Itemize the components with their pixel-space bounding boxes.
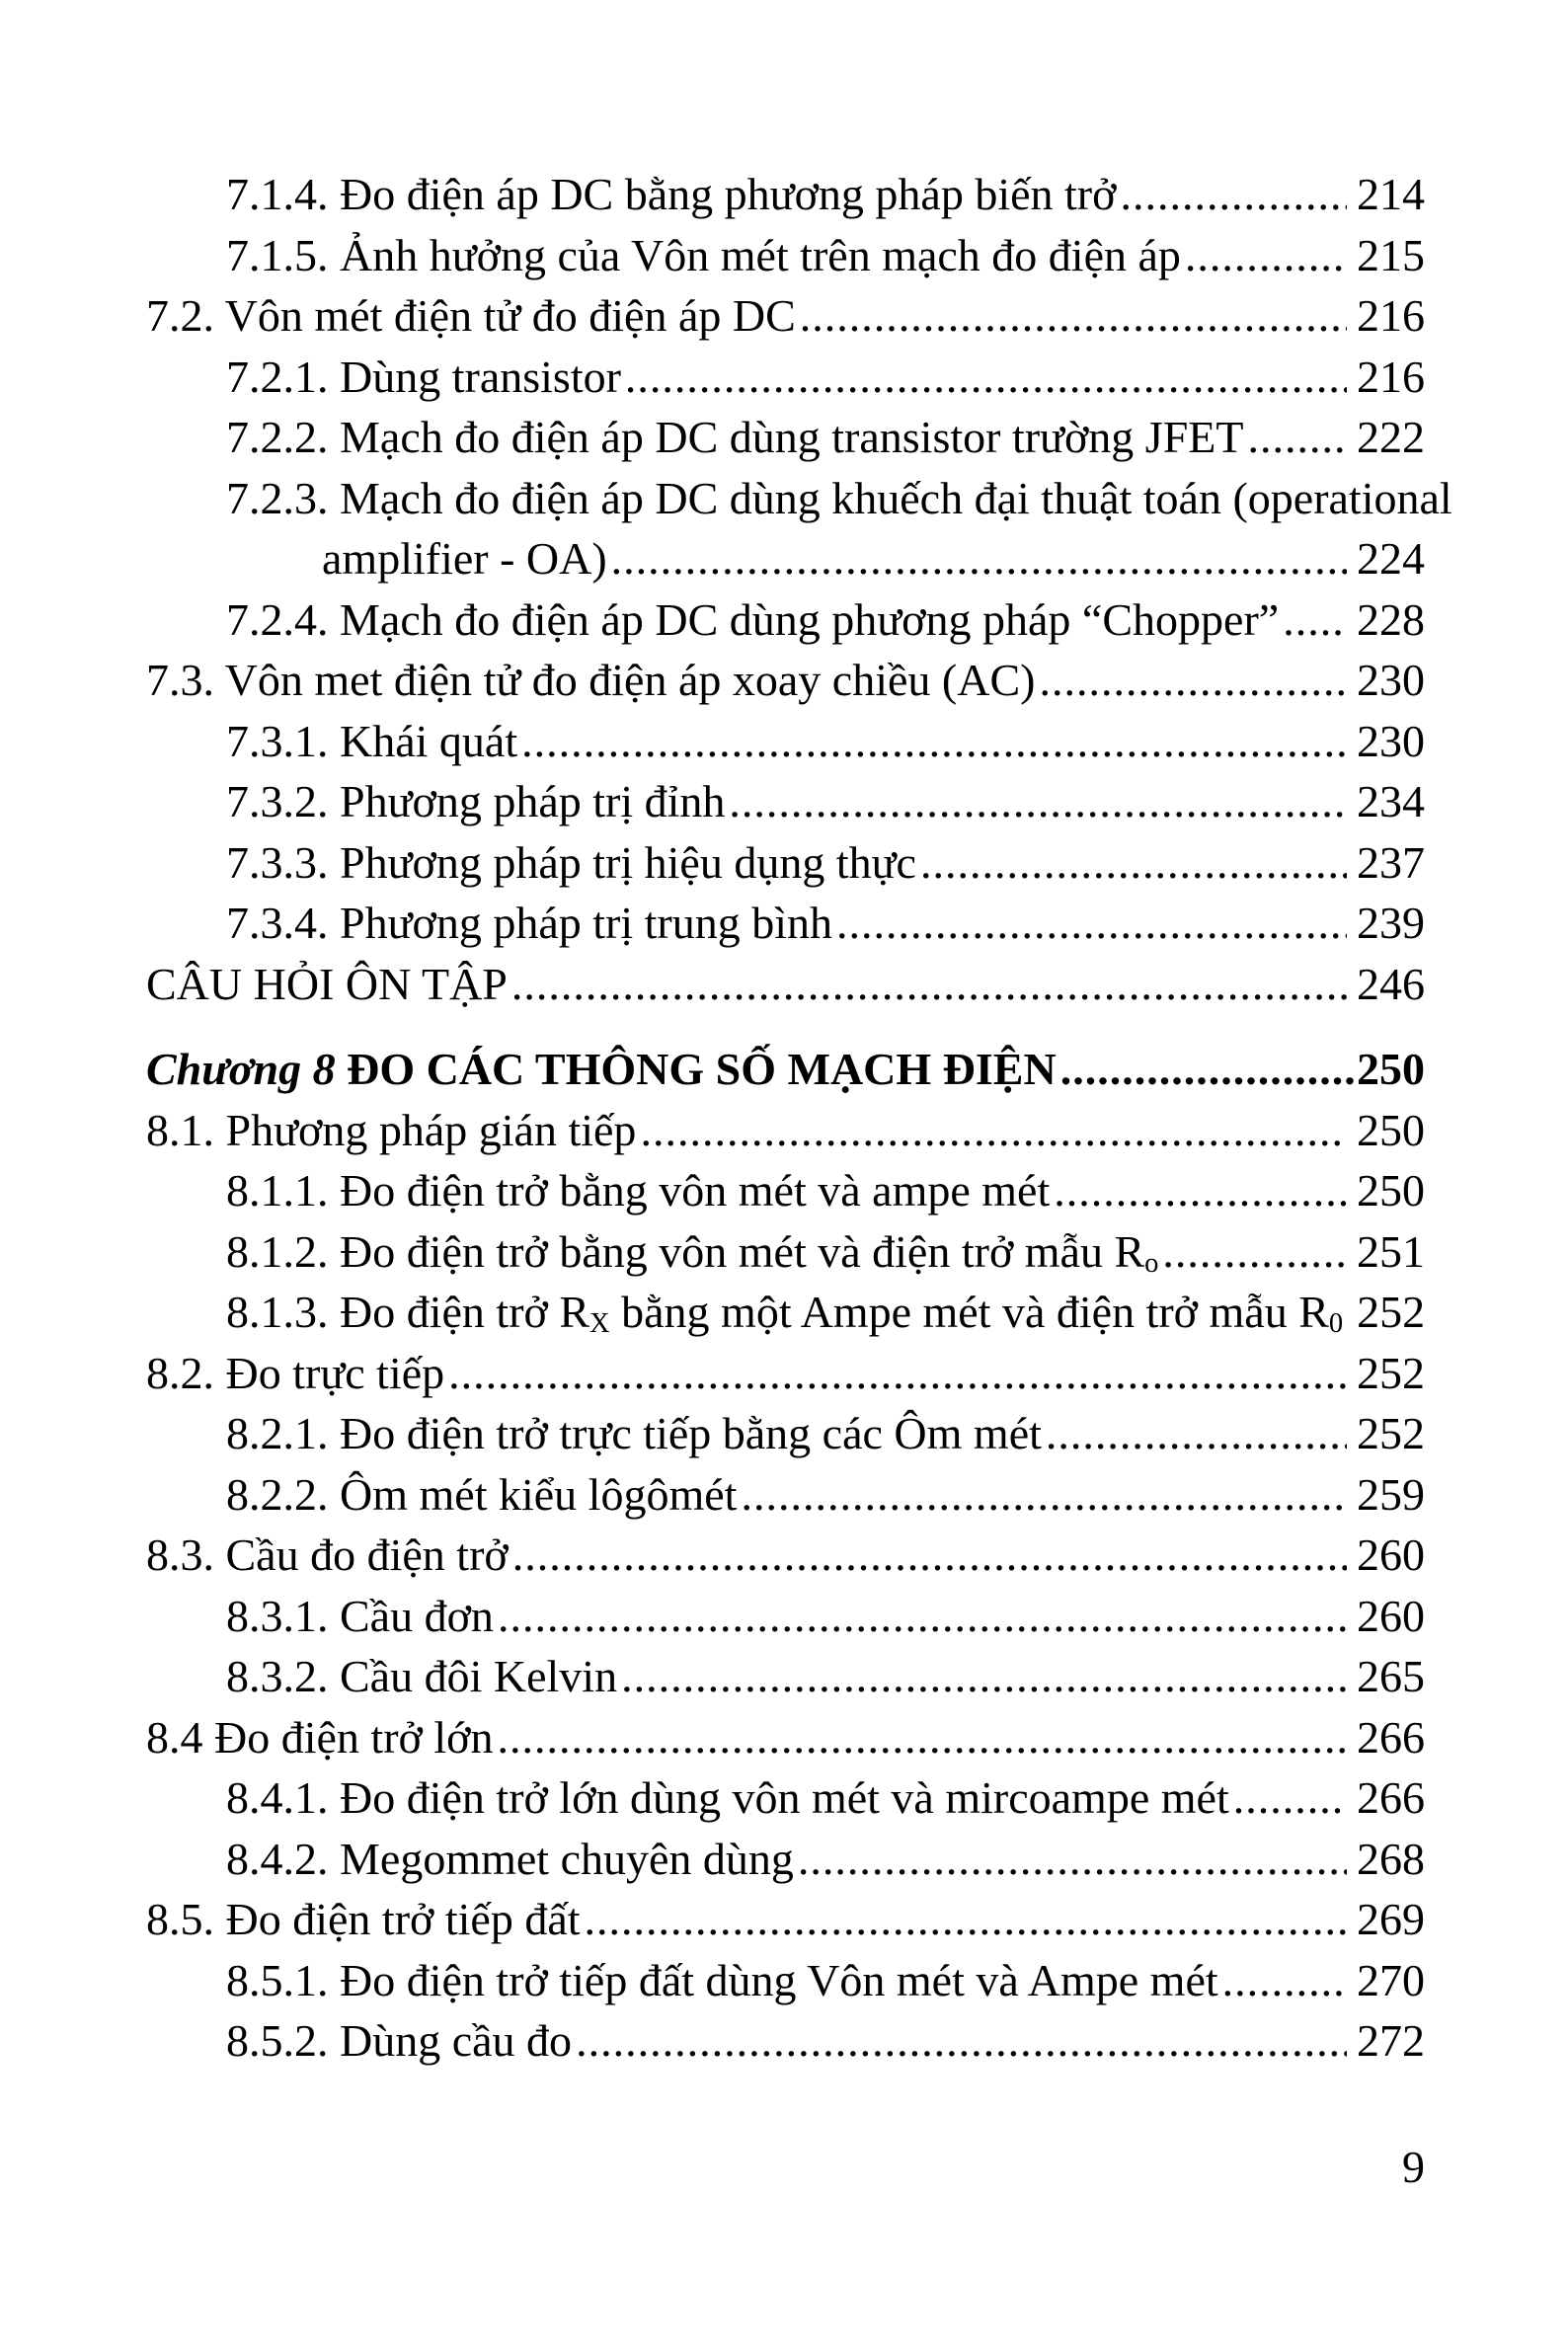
- dot-leader: [1185, 225, 1347, 286]
- page-number: 9: [1402, 2141, 1425, 2192]
- toc-entry-title: [146, 954, 508, 1015]
- toc-entry-page: 230: [1357, 655, 1425, 705]
- toc-entry-title-segment: 7.1.5. Ảnh hưởng của Vôn mét trên mạch đo điện áp: [226, 229, 1181, 280]
- dot-leader: [576, 2010, 1347, 2072]
- dot-leader: [640, 1100, 1347, 1161]
- toc-entry: [146, 771, 1425, 832]
- toc-entry: [146, 225, 1425, 286]
- toc-entry: [146, 893, 1425, 954]
- toc-entry-page: 216: [1357, 290, 1425, 341]
- toc-entry-page: 252: [1357, 1408, 1425, 1458]
- toc-entry-page: 246: [1357, 958, 1425, 1009]
- toc-entry-page: 234: [1357, 776, 1425, 826]
- toc-entry-title-segment: 7.3.2. Phương pháp trị đỉnh: [226, 776, 726, 826]
- toc-entry: [146, 1100, 1425, 1161]
- toc-entry-page: 239: [1357, 898, 1425, 948]
- toc-entry-page: 250: [1357, 1104, 1425, 1155]
- toc-entry-title-segment: 7.3.3. Phương pháp trị hiệu dụng thực: [226, 836, 916, 888]
- toc-entry-page: 252: [1357, 1287, 1426, 1337]
- toc-entry-title: [226, 711, 517, 772]
- dot-leader: [585, 1889, 1347, 1950]
- dot-leader: [798, 1829, 1347, 1890]
- toc-entry-title-segment: 7.2.3. Mạch đo điện áp DC dùng khuếch đại thuật toán (operational: [226, 472, 1452, 523]
- toc-entry-title-segment: 7.3. Vôn met điện tử đo điện áp xoay chiều (AC): [146, 655, 1036, 705]
- toc-entry-page: 252: [1357, 1347, 1425, 1398]
- dot-leader: [498, 1586, 1347, 1647]
- toc-entry-title: [226, 1829, 794, 1890]
- dot-leader: [621, 1646, 1347, 1707]
- toc-entry-title: [146, 1889, 581, 1950]
- dot-leader: [920, 832, 1347, 894]
- toc-entry-page: 251: [1357, 1225, 1425, 1277]
- toc-entry-title: [146, 1525, 509, 1586]
- toc-entry: [146, 285, 1425, 347]
- toc-entry-page: 266: [1357, 1711, 1425, 1763]
- toc-entry-title: [226, 1282, 1343, 1343]
- toc-entry-page: 250: [1357, 1044, 1425, 1094]
- toc-entry-title-segment: 8.3.1. Cầu đơn: [226, 1590, 494, 1641]
- toc-entry-title: [226, 1464, 737, 1526]
- dot-leader: [729, 771, 1347, 832]
- toc-entry: [146, 164, 1425, 225]
- dot-leader: [1283, 589, 1347, 651]
- toc-entry-title-segment: 7.3.1. Khái quát: [226, 715, 518, 766]
- toc-entry: [146, 832, 1425, 894]
- dot-leader: [521, 711, 1347, 772]
- toc-entry-title-segment: 8.5.2. Dùng cầu đo: [226, 2015, 573, 2066]
- toc-entry-title-segment: 8.2. Đo trực tiếp: [146, 1347, 445, 1398]
- toc-entry-title: [322, 528, 607, 589]
- toc-entry: [146, 1767, 1425, 1829]
- toc-entry-page: 222: [1357, 412, 1425, 462]
- toc-entry: [146, 1282, 1425, 1343]
- dot-leader: [1222, 1950, 1347, 2011]
- toc-entry-title-segment: 8.1.2. Đo điện trở bằng vôn mét và điện trở mẫu R: [226, 1225, 1145, 1277]
- toc-entry-title-segment: CÂU HỎI ÔN TẬP: [146, 958, 508, 1009]
- toc-entry-page: 269: [1357, 1894, 1425, 1944]
- toc-entry: [146, 650, 1425, 711]
- toc-entry: [146, 1160, 1425, 1221]
- dot-leader: [1248, 407, 1348, 468]
- toc-entry: [146, 1403, 1425, 1464]
- toc-entry-title: [146, 650, 1035, 711]
- toc-entry-page: 265: [1357, 1651, 1425, 1701]
- toc-entry-title: [226, 1767, 1229, 1829]
- toc-entry-title-segment: 8.5.1. Đo điện trở tiếp đất dùng Vôn mét và Ampe mét: [226, 1954, 1218, 2005]
- dot-leader: [1162, 1221, 1347, 1283]
- toc-entry-title: [226, 1950, 1218, 2011]
- dot-leader: [741, 1464, 1347, 1526]
- toc-entry-title: [226, 468, 1452, 529]
- toc-entry-title-segment: 8.4 Đo điện trở lớn: [146, 1711, 494, 1763]
- toc-entry-title: [226, 771, 725, 832]
- toc-entry-title: [226, 407, 1244, 468]
- toc-entry-title-segment: 8.1.3. Đo điện trở R: [226, 1287, 590, 1337]
- toc-entry-page: 216: [1357, 351, 1425, 402]
- toc-entry-title: [226, 225, 1181, 286]
- toc-entry: [146, 1343, 1425, 1404]
- dot-leader: [1046, 1403, 1347, 1464]
- toc-entry-title-segment: 8.1. Phương pháp gián tiếp: [146, 1104, 637, 1155]
- toc-entry-title: [226, 893, 832, 954]
- toc-entry-page: 214: [1357, 169, 1425, 219]
- toc-entry: [146, 407, 1425, 468]
- toc-entry: [146, 954, 1425, 1015]
- dot-leader: [625, 347, 1347, 408]
- toc-entry-title-sub-segment: o: [1144, 1247, 1159, 1279]
- dot-leader: [1233, 1767, 1347, 1829]
- toc-entry-title-sub-segment: X: [589, 1308, 610, 1340]
- dot-leader: [448, 1343, 1347, 1404]
- dot-leader: [1060, 1039, 1357, 1100]
- toc-entry-title-bold-italic-segment: Chương 8: [146, 1044, 336, 1094]
- toc-entry-title: [146, 1100, 636, 1161]
- toc-entry-title-segment: 7.2.4. Mạch đo điện áp DC dùng phương pháp “Chopper”: [226, 593, 1280, 645]
- toc-entry-title: [226, 1646, 617, 1707]
- toc-entry-title-segment: 8.2.2. Ôm mét kiểu lôgômét: [226, 1468, 738, 1520]
- toc-entry-page: 215: [1357, 229, 1425, 280]
- toc-entry: [146, 1646, 1425, 1707]
- toc-entry-title-sub-segment: 0: [1328, 1308, 1344, 1340]
- toc-entry-page: 250: [1357, 1165, 1425, 1215]
- toc-entry-title-segment: amplifier - OA): [322, 533, 607, 584]
- toc-entry-title: [226, 589, 1279, 651]
- toc-entry: [146, 347, 1425, 408]
- toc-entry: [146, 589, 1425, 651]
- toc-entry-title-segment: 8.4.2. Megommet chuyên dùng: [226, 1833, 794, 1884]
- toc-entry-title-segment: bằng một Ampe mét và điện trở mẫu R: [609, 1287, 1329, 1337]
- toc-chapter-entry: [146, 1039, 1425, 1100]
- dot-leader: [511, 954, 1347, 1015]
- toc-entry-title: [146, 285, 796, 347]
- toc-entry-title: [146, 1039, 1057, 1100]
- toc-entry-page: 230: [1357, 715, 1425, 766]
- toc-entry: [146, 1889, 1425, 1950]
- toc-entry-title-segment: 8.4.1. Đo điện trở lớn dùng vôn mét và mircoampe mét: [226, 1772, 1229, 1823]
- toc-entry-title: [226, 2010, 572, 2072]
- toc-entry-page: 228: [1357, 593, 1425, 645]
- dot-leader: [800, 285, 1347, 347]
- toc-entry: [146, 1464, 1425, 1526]
- toc-entry-page: 237: [1357, 836, 1425, 888]
- toc-entry: [146, 1950, 1425, 2011]
- toc-entry-title-segment: 8.3. Cầu đo điện trở: [146, 1529, 509, 1580]
- dot-leader: [1120, 164, 1347, 225]
- toc-entry-title-segment: 7.2.2. Mạch đo điện áp DC dùng transistor trường JFET: [226, 412, 1244, 462]
- toc-entry-title-segment: 7.3.4. Phương pháp trị trung bình: [226, 898, 833, 948]
- toc-entry: [146, 1221, 1425, 1283]
- toc-entry-title: [226, 1586, 494, 1647]
- toc-entry-title-segment: 7.2. Vôn mét điện tử đo điện áp DC: [146, 290, 796, 341]
- toc-entry-title-segment: 7.2.1. Dùng transistor: [226, 351, 621, 402]
- toc-entry-page: 259: [1357, 1468, 1425, 1520]
- toc-entry-title: [226, 347, 621, 408]
- toc-entry-title: [226, 1403, 1042, 1464]
- toc-entry-page: 270: [1357, 1954, 1425, 2005]
- toc-entry-title: [146, 1707, 493, 1768]
- dot-leader: [497, 1707, 1347, 1768]
- toc-entry-page: 260: [1357, 1590, 1425, 1641]
- toc-entry: [146, 1707, 1425, 1768]
- toc-entry-title: [146, 1343, 444, 1404]
- dot-leader: [1054, 1160, 1347, 1221]
- toc-entry-title-segment: 8.1.1. Đo điện trở bằng vôn mét và ampe mét: [226, 1165, 1051, 1215]
- toc-entry: [146, 468, 1452, 529]
- toc-entry-page: 224: [1357, 533, 1425, 584]
- toc-entry: [146, 1525, 1425, 1586]
- toc-entry-title-segment: 7.1.4. Đo điện áp DC bằng phương pháp biến trở: [226, 169, 1117, 219]
- toc-entry-page: 272: [1357, 2015, 1425, 2066]
- toc-entry: [146, 1829, 1425, 1890]
- toc-entry-title-segment: 8.5. Đo điện trở tiếp đất: [146, 1894, 581, 1944]
- toc-entry: [146, 1586, 1425, 1647]
- dot-leader: [512, 1525, 1347, 1586]
- toc-entry: [146, 711, 1425, 772]
- dot-leader: [611, 528, 1347, 589]
- toc-entry: [146, 2010, 1425, 2072]
- toc-entry: [146, 528, 1425, 589]
- toc-entry-page: 268: [1357, 1833, 1425, 1884]
- toc-entry-title-segment: 8.3.2. Cầu đôi Kelvin: [226, 1651, 618, 1701]
- toc-entry-page: 260: [1357, 1529, 1425, 1580]
- dot-leader: [836, 893, 1347, 954]
- toc-entry-title: [226, 832, 916, 894]
- toc-list: [146, 164, 1452, 2072]
- toc-entry-title-bold-segment: ĐO CÁC THÔNG SỐ MẠCH ĐIỆN: [335, 1044, 1057, 1094]
- dot-leader: [1039, 650, 1347, 711]
- toc-entry-page: 266: [1357, 1772, 1425, 1823]
- toc-entry-title: [226, 164, 1116, 225]
- toc-entry-title: [226, 1160, 1050, 1221]
- toc-entry-title: [226, 1221, 1158, 1283]
- toc-entry-title-segment: 8.2.1. Đo điện trở trực tiếp bằng các Ôm mét: [226, 1408, 1042, 1458]
